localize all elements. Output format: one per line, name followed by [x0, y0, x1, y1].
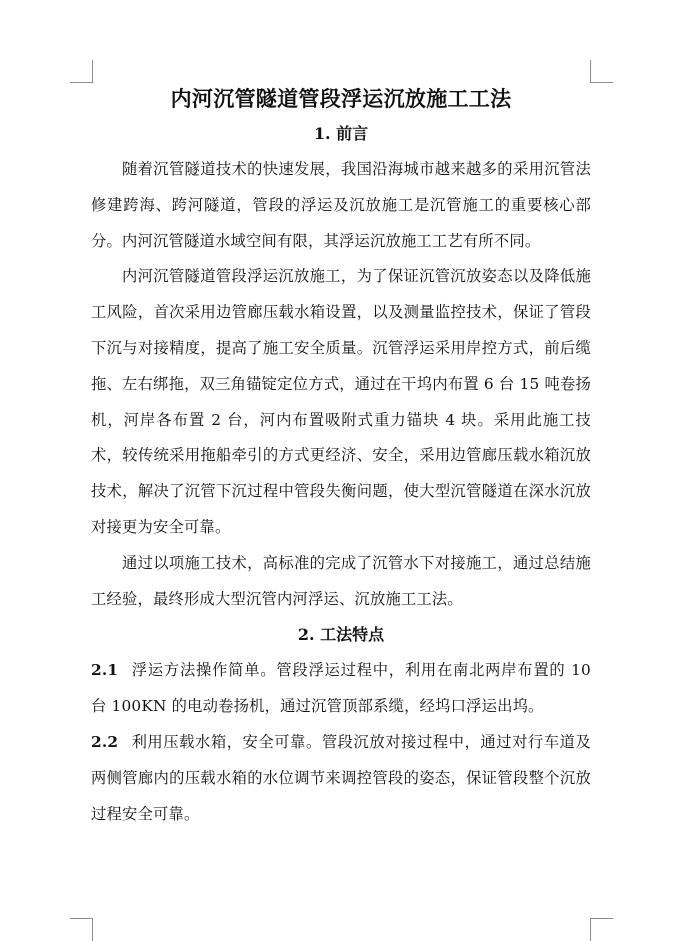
- numbered-item: [91, 725, 591, 832]
- paragraph: 随着沉管隧道技术的快速发展，我国沿海城市越来越多的采用沉管法修建跨海、跨河隧道，管段的浮运及沉放施工是沉管施工的重要核心部分。内河沉管隧道水域空间有限，其浮运沉放施工工艺有所不同。: [91, 160, 591, 250]
- item-number: 2.1: [91, 661, 119, 680]
- crop-mark-bottom-right: [590, 918, 613, 941]
- numbered-item: [91, 653, 591, 725]
- document-title: 内河沉管隧道管段浮运沉放施工工法: [170, 86, 512, 111]
- document-body: [91, 84, 591, 832]
- section-heading-preface: 1. 前言: [313, 124, 369, 143]
- crop-mark-top-left: [70, 60, 93, 83]
- item-text: 浮运方法操作简单。管段浮运过程中，利用在南北两岸布置的 10 台 100KN 的电动卷扬机，通过沉管顶部系缆，经坞口浮运出坞。: [91, 661, 591, 716]
- paragraph: 内河沉管隧道管段浮运沉放施工，为了保证沉管沉放姿态以及降低施工风险，首次采用边管廊压载水箱设置，以及测量监控技术，保证了管段下沉与对接精度，提高了施工安全质量。沉管浮运采用岸控方式，前后缆拖、左右绑拖，双三角锚锭定位方式，通过在干坞内布置 6 台 15 吨卷扬机，河岸各布置 2 台，河内布置吸附式重力锚块 4 块。采用此施工技术，较传统采用拖船牵引的方式更经济、安全，采用边管廊压载水箱沉放技术，解决了沉管下沉过程中管段失衡问题，使大型沉管隧道在深水沉放对接更为安全可靠。: [91, 267, 591, 536]
- crop-mark-bottom-left: [70, 918, 93, 941]
- crop-mark-top-right: [590, 60, 613, 83]
- section-heading-features: 2. 工法特点: [297, 625, 385, 645]
- paragraph: 通过以项施工技术，高标准的完成了沉管水下对接施工，通过总结施工经验，最终形成大型沉管内河浮运、沉放施工工法。: [91, 553, 591, 608]
- item-text: 利用压载水箱，安全可靠。管段沉放对接过程中，通过对行车道及两侧管廊内的压载水箱的水位调节来调控管段的姿态，保证管段整个沉放过程安全可靠。: [91, 732, 591, 823]
- item-number: 2.2: [91, 732, 119, 751]
